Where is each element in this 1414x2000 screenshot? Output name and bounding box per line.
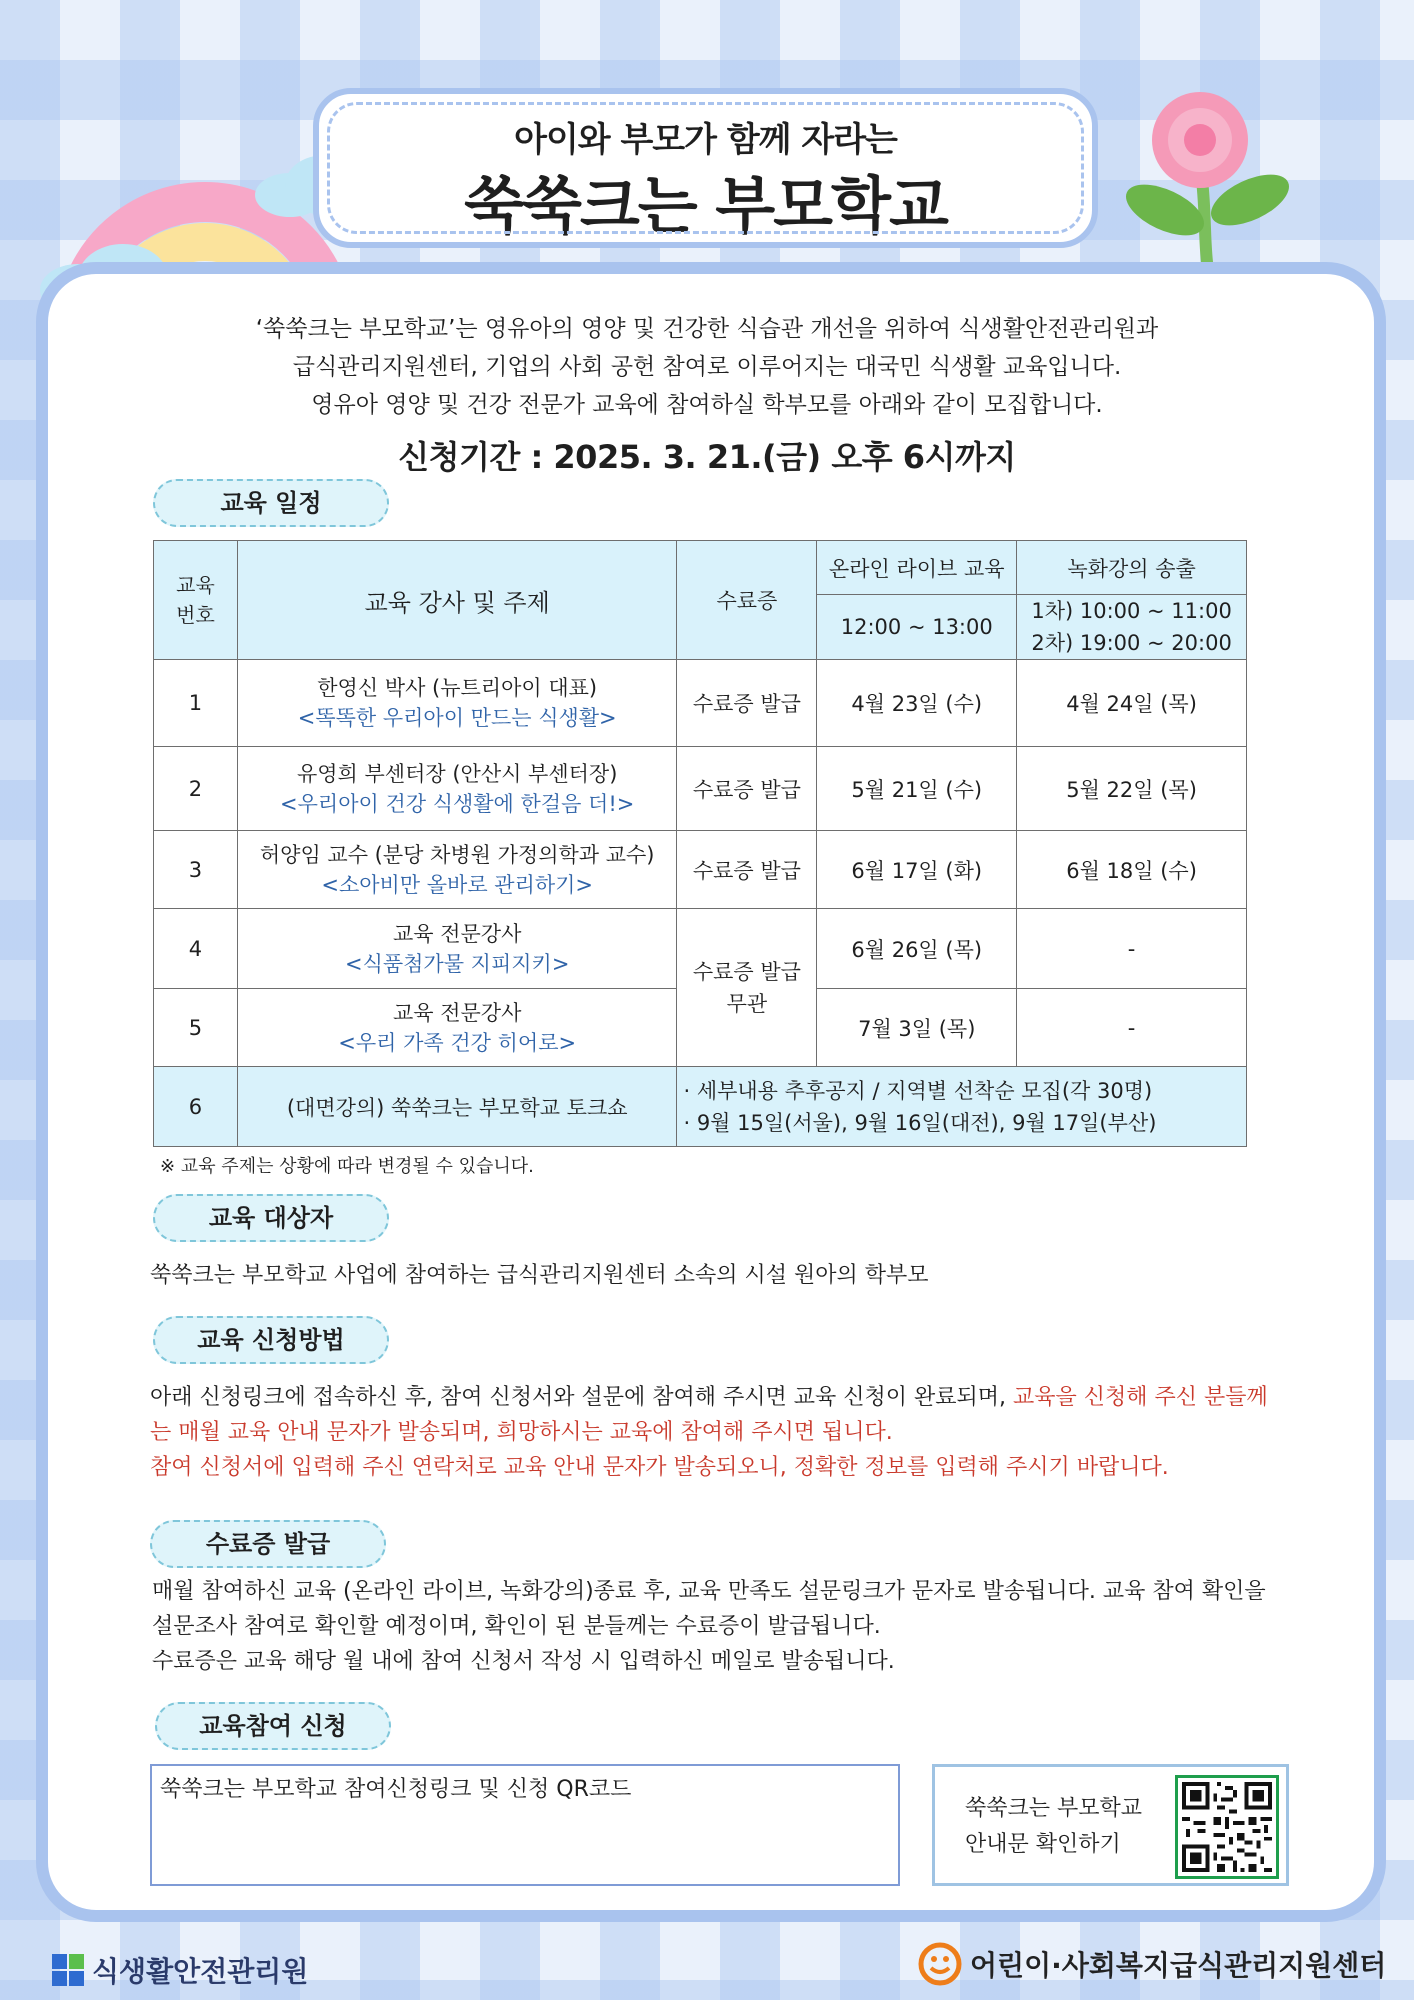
- row-online-date: 6월 17일 (화): [817, 831, 1017, 909]
- section-label-method: 교육 신청방법: [153, 1316, 389, 1364]
- qr-code-icon[interactable]: [1175, 1775, 1279, 1879]
- header-cert: 수료증: [677, 541, 817, 660]
- qr-caption-line: 안내문 확인하기: [965, 1832, 1121, 1857]
- row-num: 6: [154, 1067, 238, 1147]
- certificate-line: 설문조사 참여로 확인할 예정이며, 확인이 된 분들께는 수료증이 발급됩니다.: [152, 1614, 881, 1639]
- row-online-date: 5월 21일 (수): [817, 747, 1017, 831]
- replay-time: 1차) 10:00 ~ 11:00: [1031, 599, 1232, 623]
- replay-time: 2차) 19:00 ~ 20:00: [1031, 631, 1232, 655]
- row-num: 1: [154, 660, 238, 747]
- smile-logo-icon: [918, 1942, 962, 1986]
- header-topic: 교육 강사 및 주제: [237, 541, 677, 660]
- section-label-certificate: 수료증 발급: [150, 1520, 386, 1568]
- speaker: 교육 전문강사: [392, 1000, 522, 1025]
- topic: <우리아이 건강 식생활에 한걸음 더!>: [280, 791, 635, 816]
- detail-line: · 세부내용 추후공지 / 지역별 선착순 모집(각 30명): [683, 1078, 1153, 1103]
- header-online-time: 12:00 ~ 13:00: [817, 595, 1017, 660]
- row-replay-date: 6월 18일 (수): [1017, 831, 1247, 909]
- certificate-text: [152, 1574, 1282, 1679]
- mfds-logo-icon: [52, 1954, 84, 1986]
- intro-text: [150, 310, 1264, 424]
- page-subtitle: 아이와 부모가 함께 자라는: [514, 120, 897, 160]
- footer-logo-left: [52, 1950, 308, 1990]
- page-title: 쑥쑥크는 부모학교: [464, 169, 947, 242]
- certificate-line: 매월 참여하신 교육 (온라인 라이브, 녹화강의)종료 후, 교육 만족도 설문링크가 문자로 발송됩니다. 교육 참여 확인을: [152, 1579, 1266, 1604]
- table-row: [154, 1067, 1247, 1147]
- flower-illustration: [1120, 85, 1300, 275]
- qr-caption-line: 쑥쑥크는 부모학교: [965, 1796, 1143, 1821]
- method-text-highlight: 교육을 신청해 주신 분들께는 매월 교육 안내 문자가 발송되며, 희망하시는 교육에 참여해 주시면 됩니다.: [150, 1385, 1268, 1445]
- table-row: [154, 660, 1247, 747]
- topic: <똑똑한 우리아이 만드는 식생활>: [297, 706, 617, 730]
- row-topic: [237, 747, 677, 831]
- row-topic: [237, 831, 677, 909]
- row-num: 3: [154, 831, 238, 909]
- row-online-date: 4월 23일 (수): [817, 660, 1017, 747]
- table-header-row: [154, 541, 1247, 595]
- application-link-box[interactable]: [150, 1764, 900, 1886]
- row-num: 2: [154, 747, 238, 831]
- certificate-line: 수료증은 교육 해당 월 내에 참여 신청서 작성 시 입력하신 메일로 발송됩니다.: [152, 1649, 895, 1674]
- target-text: 쑥쑥크는 부모학교 사업에 참여하는 급식관리지원센터 소속의 시설 원아의 학부모: [150, 1263, 929, 1288]
- speaker: 한영신 박사 (뉴트리아이 대표): [317, 676, 598, 700]
- header-replay-times: [1017, 595, 1247, 660]
- table-row: [154, 831, 1247, 909]
- header-num: 교육 번호: [154, 541, 238, 660]
- row-num: 5: [154, 989, 238, 1067]
- footer-org-right: 어린이·사회복지급식관리지원센터: [970, 1949, 1387, 1982]
- row-topic: [237, 989, 677, 1067]
- row-detail: [677, 1067, 1247, 1147]
- row-online-date: 6월 26일 (목): [817, 909, 1017, 989]
- cert-text: 무관: [726, 991, 768, 1016]
- section-label-apply: 교육참여 신청: [155, 1702, 391, 1750]
- row-replay-date: -: [1017, 989, 1247, 1067]
- table-row: [154, 747, 1247, 831]
- topic: <우리 가족 건강 히어로>: [338, 1030, 577, 1055]
- row-topic: (대면강의) 쑥쑥크는 부모학교 토크쇼: [237, 1067, 677, 1147]
- row-cert-merged: [677, 909, 817, 1067]
- detail-line: · 9월 15일(서울), 9월 16일(대전), 9월 17일(부산): [683, 1110, 1157, 1135]
- footer-logo-right: [918, 1942, 1386, 1986]
- row-online-date: 7월 3일 (목): [817, 989, 1017, 1067]
- speaker: 허양임 교수 (분당 차병원 가정의학과 교수): [259, 842, 655, 867]
- row-topic: [237, 909, 677, 989]
- schedule-table: [153, 540, 1247, 1147]
- intro-line: 영유아 영양 및 건강 전문가 교육에 참여하실 학부모를 아래와 같이 모집합니다.: [311, 392, 1103, 418]
- row-replay-date: 4월 24일 (목): [1017, 660, 1247, 747]
- qr-caption: [965, 1791, 1142, 1863]
- schedule-note: ※ 교육 주제는 상황에 따라 변경될 수 있습니다.: [160, 1156, 534, 1177]
- row-cert: 수료증 발급: [677, 747, 817, 831]
- method-text-highlight: 참여 신청서에 입력해 주신 연락처로 교육 안내 문자가 발송되오니, 정확한 정보를 입력해 주시기 바랍니다.: [150, 1455, 1169, 1480]
- row-replay-date: -: [1017, 909, 1247, 989]
- row-cert: 수료증 발급: [677, 660, 817, 747]
- intro-line: 급식관리지원센터, 기업의 사회 공헌 참여로 이루어지는 대국민 식생활 교육입니다.: [292, 354, 1122, 380]
- application-link-text: 쑥쑥크는 부모학교 참여신청링크 및 신청 QR코드: [160, 1777, 632, 1802]
- title-banner: [313, 88, 1098, 248]
- cert-text: 수료증 발급: [692, 959, 801, 984]
- topic: <소아비만 올바로 관리하기>: [321, 872, 594, 897]
- row-cert: 수료증 발급: [677, 831, 817, 909]
- application-deadline: 신청기간 : 2025. 3. 21.(금) 오후 6시까지: [398, 438, 1016, 476]
- method-text-plain: 아래 신청링크에 접속하신 후, 참여 신청서와 설문에 참여해 주시면 교육 신청이 완료되며,: [150, 1385, 1013, 1410]
- method-text: [150, 1380, 1280, 1485]
- section-label-schedule: 교육 일정: [153, 479, 389, 527]
- footer-org-left: 식생활안전관리원: [92, 1955, 309, 1988]
- row-topic: [237, 660, 677, 747]
- header-replay: 녹화강의 송출: [1017, 541, 1247, 595]
- speaker: 교육 전문강사: [392, 921, 522, 946]
- table-row: [154, 909, 1247, 989]
- row-replay-date: 5월 22일 (목): [1017, 747, 1247, 831]
- topic: <식품첨가물 지피지키>: [344, 951, 570, 976]
- qr-info-box[interactable]: [932, 1764, 1289, 1886]
- row-num: 4: [154, 909, 238, 989]
- intro-line: ‘쑥쑥크는 부모학교’는 영유아의 영양 및 건강한 식습관 개선을 위하여 식생활안전관리원과: [255, 316, 1159, 342]
- speaker: 유영희 부센터장 (안산시 부센터장): [296, 761, 618, 786]
- section-label-target: 교육 대상자: [153, 1194, 389, 1242]
- header-online: 온라인 라이브 교육: [817, 541, 1017, 595]
